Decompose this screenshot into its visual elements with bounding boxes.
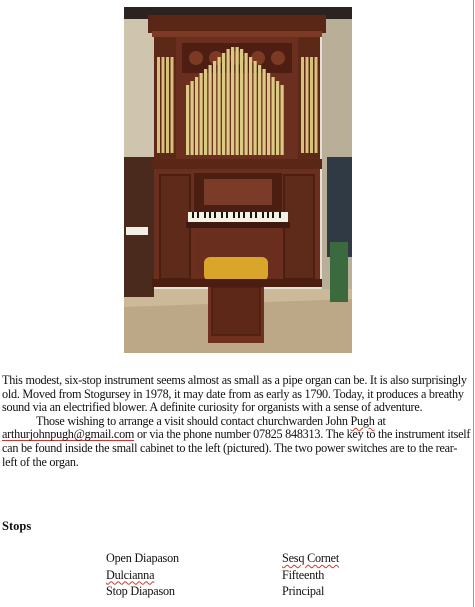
visit-at-text: at bbox=[374, 413, 386, 428]
article-body bbox=[2, 374, 472, 469]
visit-rest-text: or via the phone number 07825 848313. The key to the instrument itself can be found inside the small cabinet to the left (pictured). The two power switches are to the rear-left of the organ. bbox=[2, 427, 471, 469]
visit-intro-text: Those wishing to arrange a visit should contact churchwarden John bbox=[36, 413, 351, 428]
stop-item: Fifteenth bbox=[282, 567, 325, 582]
stops-list-left bbox=[106, 550, 179, 600]
page-edge bbox=[473, 0, 474, 607]
stop-item: Stop Diapason bbox=[106, 584, 175, 598]
churchwarden-name: Pugh bbox=[350, 413, 375, 428]
paragraph-visit-info bbox=[2, 415, 472, 469]
organ-photo bbox=[124, 7, 352, 353]
stops-heading: Stops bbox=[2, 519, 32, 533]
stop-item: Dulcianna bbox=[106, 567, 155, 582]
contact-email-link[interactable]: arthurjohnpugh@gmail.com bbox=[2, 427, 135, 442]
stop-item: Open Diapason bbox=[106, 551, 179, 565]
stop-item: Sesq Cornet bbox=[282, 551, 340, 565]
stops-list-right bbox=[282, 550, 339, 600]
stop-item: Principal bbox=[282, 584, 325, 598]
paragraph-description: This modest, six-stop instrument seems almost as small as a pipe organ can be. It is also surprisingly old. Moved from Stogursey in 1978, it may date from as early as 1790. Today, it produces a breathy sound via an electrified blower. A definite curiosity for organists with a sense of adventure. bbox=[2, 373, 467, 415]
